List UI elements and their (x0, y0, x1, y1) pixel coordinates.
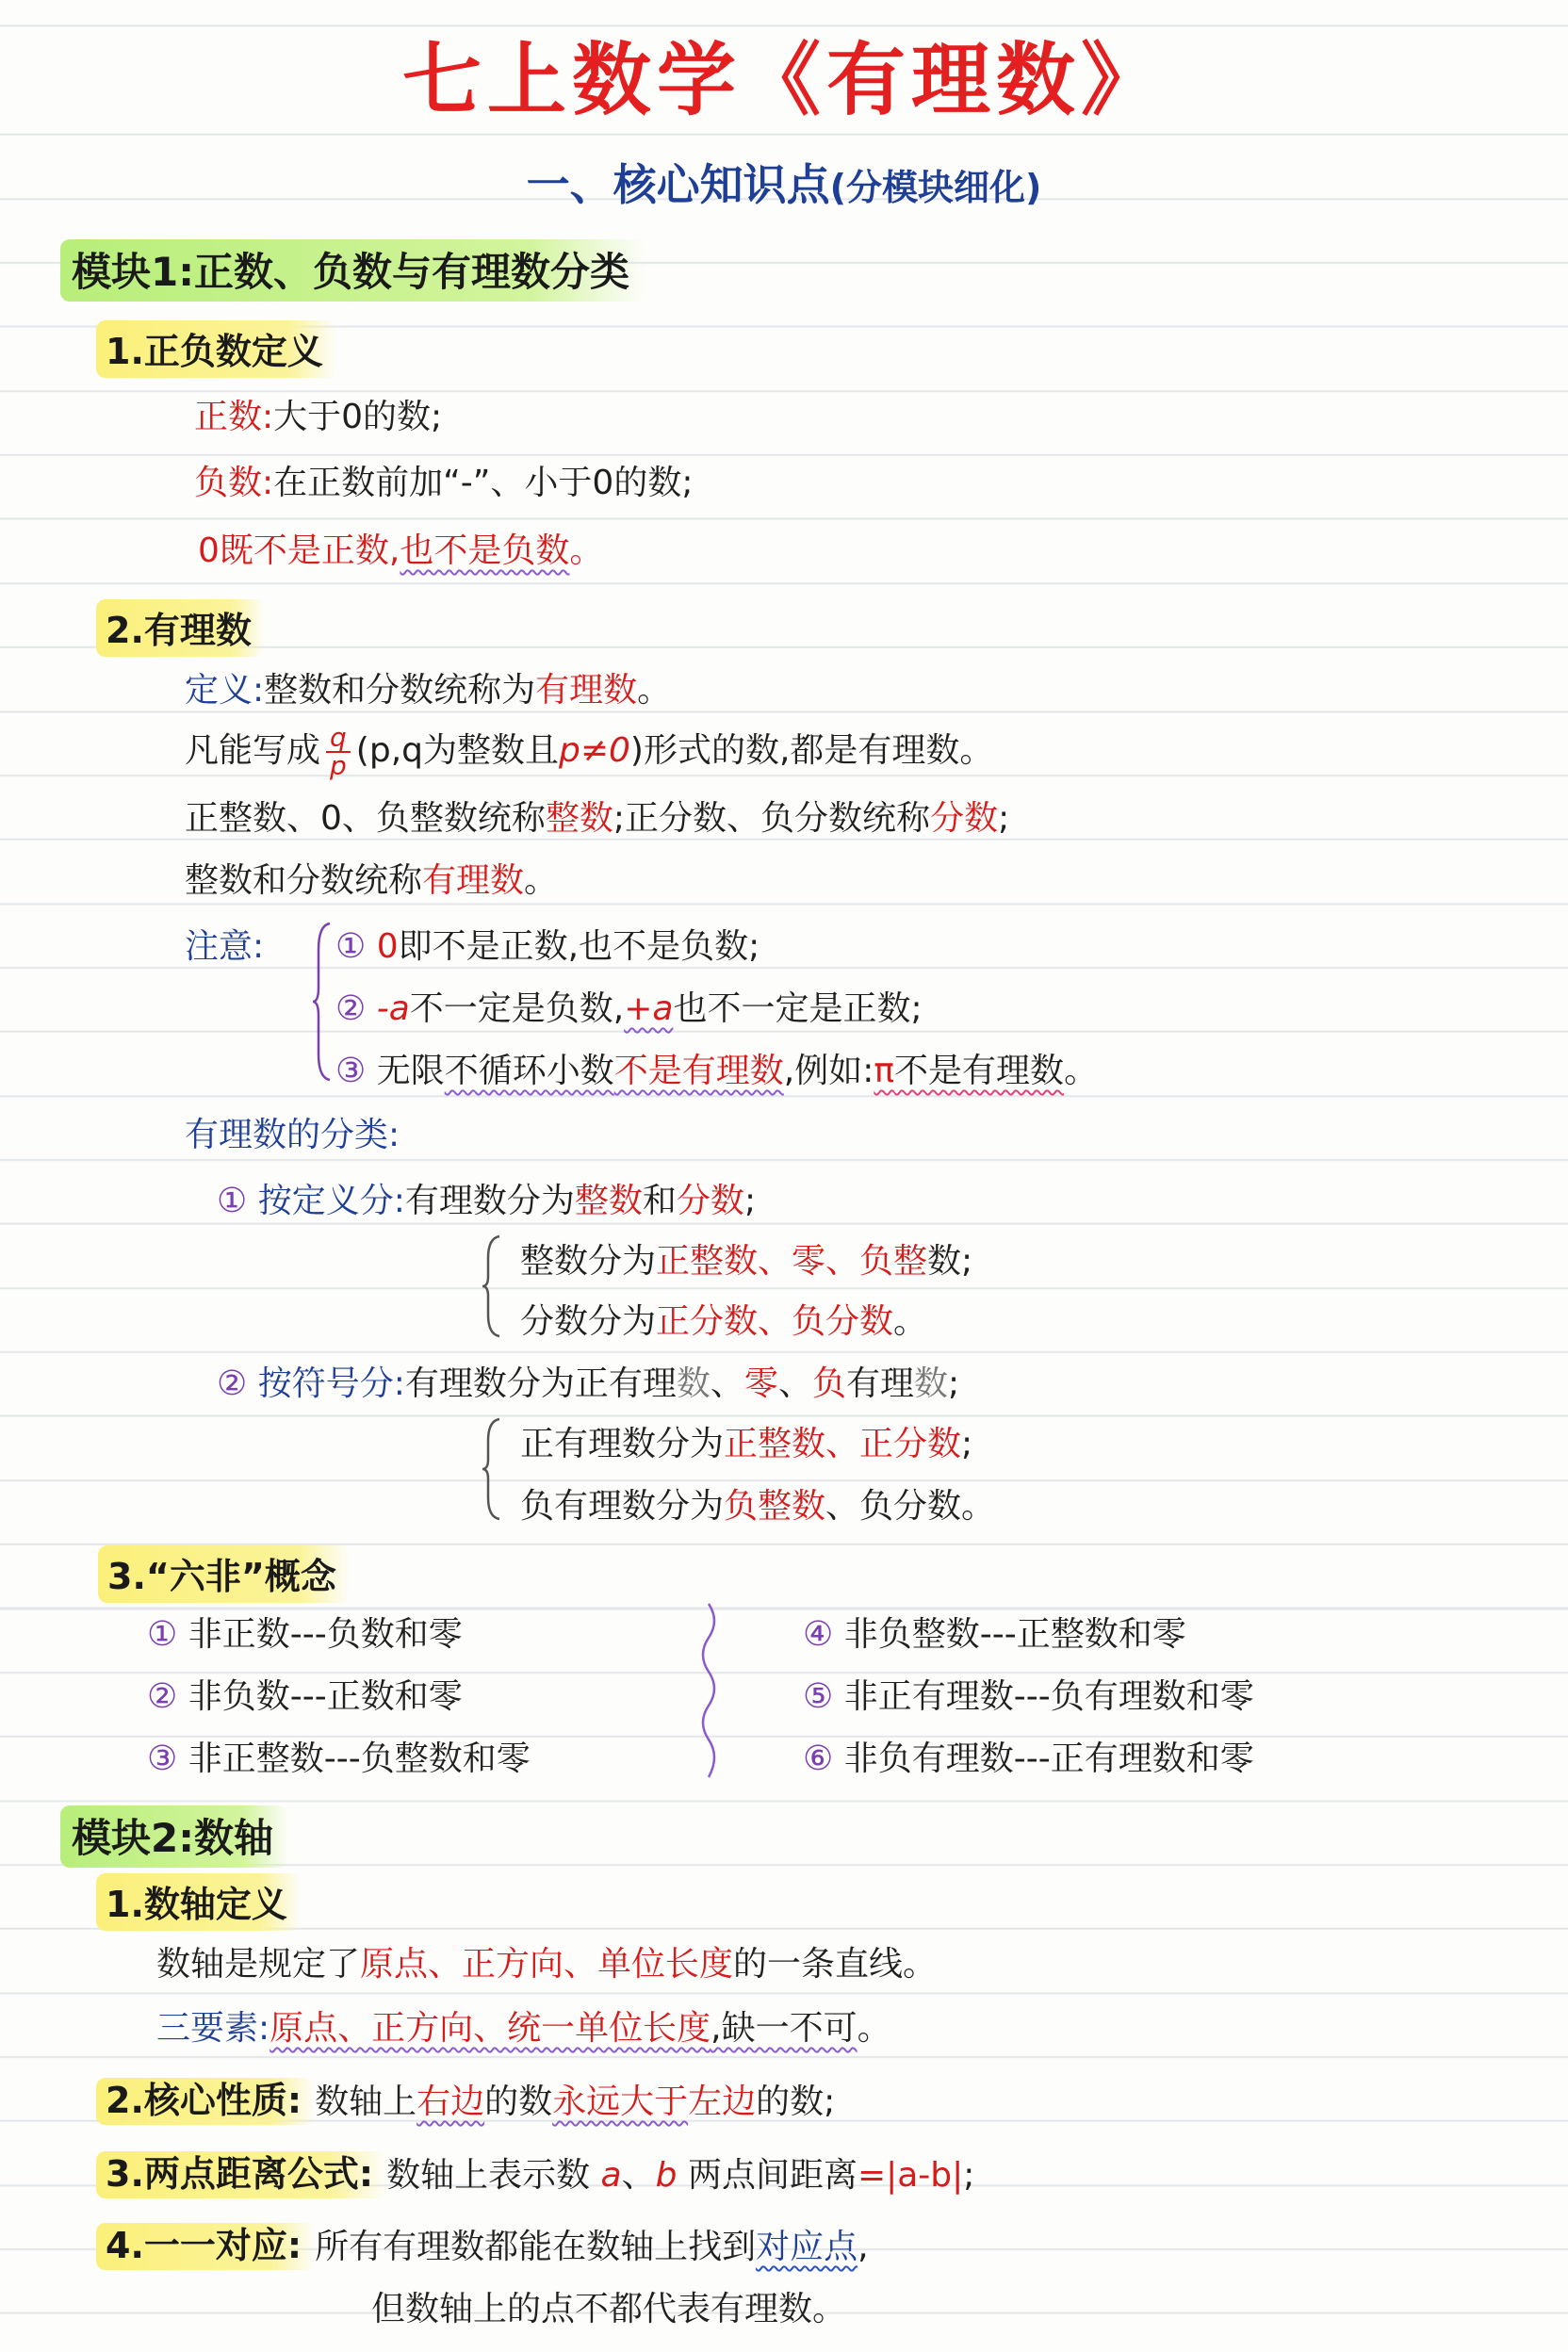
neg-text: 在正数前加“-”、小于0的数; (273, 464, 694, 502)
c2-i: ; (948, 1364, 960, 1403)
section-main: 一、核心知识点 (526, 159, 830, 210)
c2-r2a: 负有理数分为 (520, 1487, 725, 1526)
zero-a: 0既不是正数, (198, 531, 400, 570)
note-label: 注意: (185, 927, 265, 966)
negative-rational-split (520, 1479, 995, 1527)
zero-b: 也不是负数 (400, 531, 570, 570)
page-title: 七上数学《有理数》 (401, 34, 1166, 126)
three-elements (156, 2001, 891, 2050)
note-1 (335, 920, 760, 968)
c1-mark: ① (217, 1182, 248, 1220)
c1-hl2: 分数 (676, 1182, 744, 1220)
c2-g: 有理 (845, 1364, 914, 1403)
c2-d: 零 (743, 1364, 778, 1403)
item5-mark: ⑤ (803, 1677, 834, 1716)
frac-num: q (326, 725, 351, 753)
distance-formula (96, 2145, 974, 2197)
six-non-item-5 (803, 1670, 1254, 1718)
m2-s3-g: ; (963, 2156, 975, 2195)
m2-s2-a: 数轴上 (315, 2082, 417, 2121)
note-brace-icon (311, 922, 334, 1082)
s1-heading: 1.正负数定义 (96, 320, 336, 378)
c1-hl1: 整数 (574, 1182, 643, 1220)
m2-s2-d: 永远大于 (552, 2082, 689, 2121)
n3-b: 不循环小数 (444, 1052, 614, 1090)
class-by-definition (217, 1174, 756, 1222)
n3-d: ,例如: (783, 1052, 874, 1090)
l4-b: 。 (524, 861, 559, 900)
n1-text: 即不是正数,也不是负数; (398, 927, 760, 966)
m2-s3-c: 、 (621, 2156, 656, 2195)
m2-s3-e: 两点间距离 (687, 2156, 858, 2195)
c2-r1b: 正整数、正分数 (724, 1425, 962, 1463)
n2-d: 也不一定是正数; (673, 989, 923, 1028)
c2-mark: ② (217, 1364, 248, 1403)
class-by-sign (217, 1357, 959, 1405)
s3-heading: 3.“六非”概念 (98, 1545, 350, 1603)
n3-c: 不是有理数 (613, 1052, 784, 1090)
axis-property (96, 2071, 835, 2123)
negative-def (194, 456, 693, 504)
c1-c: ; (743, 1182, 757, 1220)
zero-note (198, 524, 603, 572)
axis-definition (156, 1937, 937, 1985)
module2-heading: 模块2:数轴 (60, 1805, 288, 1868)
c1-b: 和 (642, 1182, 677, 1220)
n1-red: 0 (376, 927, 399, 966)
c1-label: 按定义分: (257, 1182, 405, 1220)
n2-mark: ② (335, 989, 367, 1028)
item1-mark: ① (147, 1615, 178, 1654)
rational-def (185, 663, 671, 711)
m2-l1-hl: 原点、正方向、单位长度 (360, 1945, 734, 1984)
fraction-split (520, 1295, 927, 1343)
item3-text: 非正整数---负整数和零 (188, 1740, 531, 1778)
six-non-item-4 (803, 1608, 1186, 1656)
c2-a: 有理数分为正有理 (404, 1364, 677, 1403)
item2-mark: ② (147, 1677, 178, 1716)
c2-e: 、 (777, 1364, 812, 1403)
section-sub: (分模块细化) (829, 167, 1042, 208)
neg-label: 负数: (194, 464, 274, 502)
frac-a: 凡能写成 (185, 731, 321, 770)
c2-f: 负 (811, 1364, 846, 1403)
c1-a: 有理数分为 (404, 1182, 575, 1220)
m2-s3-b: a (600, 2156, 622, 2195)
m2-l2-c: 。 (857, 2009, 891, 2048)
l3-hl1: 整数 (545, 799, 613, 838)
class2-brace-icon (481, 1417, 503, 1521)
s2-heading: 2.有理数 (96, 599, 265, 657)
positive-rational-split (520, 1417, 972, 1465)
m2-s3-d: b (655, 2156, 678, 2195)
six-non-item-2 (147, 1670, 463, 1718)
c1-r1a: 整数分为 (520, 1242, 657, 1281)
module1-heading: 模块1:正数、负数与有理数分类 (60, 239, 645, 302)
one-to-one-cont: 但数轴上的点不都代表有理数。 (371, 2290, 847, 2328)
c1-r2b: 正分数、负分数 (656, 1302, 894, 1341)
six-non-item-1 (147, 1608, 463, 1656)
one-to-one (96, 2216, 869, 2268)
m2-s4-b: 对应点 (756, 2228, 858, 2266)
c2-r2c: 、负分数。 (825, 1487, 996, 1526)
six-non-item-3 (147, 1732, 531, 1780)
pos-label: 正数: (194, 398, 274, 436)
rational-summary (185, 854, 558, 902)
classification-label: 有理数的分类: (185, 1116, 400, 1154)
six-non-divider-icon (701, 1602, 726, 1781)
item5-text: 非正有理数---负有理数和零 (843, 1677, 1254, 1716)
integer-split (520, 1234, 972, 1282)
n2-b: 不一定是负数, (409, 989, 625, 1028)
m2-l1-a: 数轴是规定了 (156, 1945, 361, 1984)
frac-c: )形式的数,都是有理数。 (629, 731, 994, 770)
n2-c: +a (624, 989, 674, 1028)
m2-s3-f: =|a-b| (857, 2156, 964, 2195)
def-label: 定义: (185, 671, 265, 710)
positive-def (194, 390, 442, 438)
m2-l2-b: ,缺一不可 (710, 2009, 858, 2048)
n2-a: -a (376, 989, 410, 1028)
item3-mark: ③ (147, 1740, 178, 1778)
integer-fraction-line (185, 792, 1009, 840)
item1-text: 非正数---负数和零 (188, 1615, 463, 1654)
m2-s3-a: 数轴上表示数 (386, 2156, 591, 2195)
def-text: 整数和分数统称为 (264, 671, 536, 710)
m2-l2-label: 三要素: (156, 2009, 270, 2048)
m2-s2-f: 的数; (756, 2082, 836, 2121)
m2-s2-heading: 2.核心性质: (96, 2078, 315, 2125)
pos-text: 大于0的数; (273, 398, 443, 436)
m2-s4-heading: 4.一一对应: (96, 2223, 315, 2270)
l3-c: ; (998, 799, 1010, 838)
m2-s2-b: 右边 (416, 2082, 485, 2121)
c1-r2c: 。 (893, 1302, 928, 1341)
n3-pi: π (874, 1052, 895, 1090)
c2-r1a: 正有理数分为 (520, 1425, 725, 1463)
item4-mark: ④ (803, 1615, 834, 1654)
class1-brace-icon (481, 1234, 503, 1338)
section-heading (0, 151, 1568, 213)
c2-b: 数 (676, 1364, 710, 1403)
item4-text: 非负整数---正整数和零 (843, 1615, 1186, 1654)
l4-a: 整数和分数统称 (185, 861, 423, 900)
n3-a: 无限 (376, 1052, 445, 1090)
frac-cond: p≠0 (559, 731, 630, 770)
note-3 (335, 1044, 1098, 1092)
fraction-def (185, 724, 993, 779)
l4-hl: 有理数 (422, 861, 525, 900)
m2-s4-c: , (858, 2228, 869, 2266)
m2-s1-heading: 1.数轴定义 (96, 1873, 301, 1931)
fraction-q-over-p (326, 722, 351, 781)
c2-label: 按符号分: (257, 1364, 405, 1403)
c2-c: 、 (710, 1364, 744, 1403)
m2-s4-a: 所有有理数都能在数轴上找到 (315, 2228, 757, 2266)
c1-r2a: 分数分为 (520, 1302, 657, 1341)
n1-mark: ① (335, 927, 367, 966)
item2-text: 非负数---正数和零 (188, 1677, 463, 1716)
m2-s2-e: 左边 (688, 2082, 757, 2121)
m2-l2-hl: 原点、正方向、统一单位长度 (270, 2009, 711, 2048)
m2-s2-c: 的数 (484, 2082, 553, 2121)
c2-h: 数 (913, 1364, 948, 1403)
c1-r1b: 正整数、零、负整 (656, 1242, 928, 1281)
frac-den: p (330, 750, 347, 781)
def-end: 。 (637, 671, 672, 710)
l3-hl2: 分数 (930, 799, 999, 838)
c2-r2b: 负整数 (724, 1487, 826, 1526)
item6-text: 非负有理数---正有理数和零 (843, 1740, 1254, 1778)
l3-a: 正整数、0、负整数统称 (185, 799, 546, 838)
n3-mark: ③ (335, 1052, 367, 1090)
def-hl: 有理数 (535, 671, 638, 710)
l3-b: ;正分数、负分数统称 (612, 799, 931, 838)
m2-l1-b: 的一条直线。 (733, 1945, 938, 1984)
n3-e: 不是有理数 (894, 1052, 1065, 1090)
zero-c: 。 (569, 531, 604, 570)
six-non-item-6 (803, 1732, 1254, 1780)
frac-b: (p,q为整数且 (355, 731, 559, 770)
n3-f: 。 (1064, 1052, 1099, 1090)
m2-s3-heading: 3.两点距离公式: (96, 2151, 386, 2198)
note-2 (335, 982, 923, 1030)
item6-mark: ⑥ (803, 1740, 834, 1778)
c2-r1c: ; (961, 1425, 973, 1463)
c1-r1c: 数; (927, 1242, 973, 1281)
